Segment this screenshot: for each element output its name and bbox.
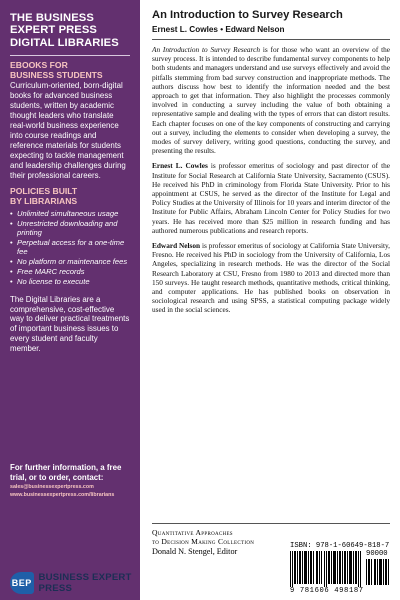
isbn-label: ISBN: 978-1-60649-818-7 <box>290 542 390 550</box>
policy-item: • Free MARC records <box>10 267 130 276</box>
digital-library-text: The Digital Libraries are a comprehensive, cost-effective way to deliver practical treatments of important business issues to every student and faculty member. <box>10 294 130 354</box>
price-code: 90000 <box>366 550 388 558</box>
policies-heading <box>10 187 130 206</box>
policies-heading-line: BY LIBRARIANS <box>10 196 78 207</box>
bep-logo-icon: BEP <box>10 572 34 594</box>
contact-block <box>10 463 132 499</box>
publisher-name: BUSINESS EXPERT PRESS <box>38 572 132 594</box>
bio-text: is professor emeritus of sociology and past director of the Institute for Social Research at California State University, Sacramento (CSUS). He received his PhD in criminology from Florida State University. Prior to his appointment at CSUS, he served as the director of the Institute for Legal and Policy Studies at the University of Illinois for 10 years and interim director of the Institute for Public Affairs, Abraham Lincoln Center for Policy Studies for two years. He has received more than $25 million in research funding and has authored numerous publications and research reports. <box>152 161 390 235</box>
policies-heading-line: POLICIES BUILT <box>10 186 78 197</box>
price-barcode-icon <box>366 559 390 585</box>
publisher-logo <box>10 572 140 594</box>
isbn-barcode <box>286 542 394 596</box>
series-editor: Donald N. Stengel, Editor <box>152 547 238 556</box>
title-divider <box>152 39 390 40</box>
contact-text: For further information, a free trial, or to order, contact: <box>10 463 122 482</box>
sidebar-heading-line: DIGITAL LIBRARIES <box>10 36 119 49</box>
policy-item: • Unlimited simultaneous usage <box>10 209 130 218</box>
book-authors: Ernest L. Cowles • Edward Nelson <box>152 25 285 34</box>
ebooks-heading <box>10 61 130 80</box>
description-lead: An Introduction to Survey Research <box>152 45 261 54</box>
book-title: An Introduction to Survey Research <box>152 9 343 21</box>
ebooks-text: Curriculum-oriented, born-digital books for advanced business students, written by academic thought leaders who translate real-world business experience into course readings and reference materials for students expecting to tackle management and leadership challenges during their professional careers. <box>10 81 126 180</box>
policies-list <box>10 209 130 286</box>
description-column <box>152 9 390 321</box>
ebooks-heading-line: BUSINESS STUDENTS <box>10 69 103 80</box>
policy-item: • No platform or maintenance fees <box>10 257 130 266</box>
series-name-line: Quantitative Approaches <box>152 528 233 537</box>
book-description <box>152 45 390 155</box>
sidebar-heading-line: THE BUSINESS <box>10 12 94 24</box>
series-divider <box>152 523 390 524</box>
sidebar-divider <box>10 55 130 56</box>
librarians-url-link[interactable]: www.businessexpertpress.com/librarians <box>10 491 115 498</box>
sidebar-heading <box>10 12 130 49</box>
author-bio-cowles <box>152 161 390 235</box>
sidebar-heading-line: EXPERT PRESS <box>10 24 97 37</box>
bio-text: is professor emeritus of sociology at California State University, Fresno. He received his PhD in sociology from the University of California, Los Angeles, specializing in research methods. He was the director of the Social Research Laboratory at CSU, Fresno from 1980 to 2013 and directed more than 150 surveys. He taught research methods, quantitative methods, critical thinking, and computer applications. He has published books on observation in sociological research and using SPSS, a statistical computing package widely used in the social sciences. <box>152 241 391 315</box>
bio-name: Edward Nelson <box>152 241 201 251</box>
author-bio-nelson <box>152 241 390 315</box>
description-text: is for those who want an overview of the survey process. It is intended to describe fundamental survey components to help both students and managers understand and use surveys effectively and avoid the pitfalls stemming from bad survey construction and inappropriate methods. The authors discuss how best to identify the information needed and the best approach to get that information. They also highlight the processes commonly involved in conducting a survey including the value of both obtaining a representative sample and dealing with the types of errors that can distort results. Each chapter focuses on one of the key components of constructing and carrying out a survey, including the elements to consider when developing a survey, the modes of survey delivery, writing good questions, conducting the survey, and presenting the results. <box>152 45 390 156</box>
policy-item: • Unrestricted downloading and printing <box>10 219 130 237</box>
bio-name: Ernest L. Cowles <box>152 161 208 171</box>
library-sidebar <box>0 0 140 600</box>
ebooks-heading-line: EBOOKS FOR <box>10 60 68 71</box>
barcode-number: 9 781606 498187 <box>290 587 364 595</box>
policy-item: • No license to execute <box>10 277 130 286</box>
barcode-bars-icon <box>290 551 362 587</box>
series-name-line: to Decision Making Collection <box>152 537 255 546</box>
policy-item: • Perpetual access for a one-time fee <box>10 238 130 256</box>
sales-email-link[interactable]: sales@businessexpertpress.com <box>10 483 94 490</box>
